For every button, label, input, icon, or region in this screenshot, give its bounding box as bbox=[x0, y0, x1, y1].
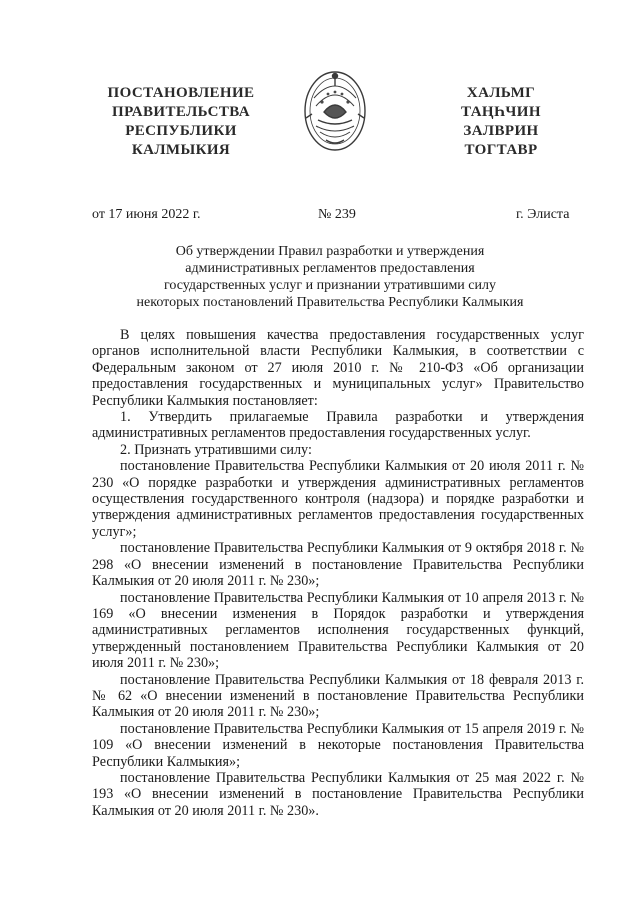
body-paragraph-item-1: 1. Утвердить прилагаемые Правила разработки и утверждения административных регламентов предоставления государственных услуг. bbox=[92, 409, 584, 442]
body-paragraph-repealed: постановление Правительства Республики Калмыкия от 20 июля 2011 г. № 230 «О порядке разработки и утверждения административных регламентов осуществления государственного контроля (надзора) и порядке разработки и утверждения административных регламентов предоставления государственных услуг»; bbox=[92, 458, 584, 540]
header-left-line: КАЛМЫКИЯ bbox=[131, 142, 231, 158]
header-left-line: ПОСТАНОВЛЕНИЕ bbox=[107, 85, 255, 101]
body-paragraph-repealed: постановление Правительства Республики Калмыкия от 25 мая 2022 г. № 193 «О внесении изменений в постановление Правительства Республики Калмыкия от 20 июля 2011 г. № 230». bbox=[92, 769, 584, 819]
body-paragraph-item-2: 2. Признать утратившими силу: bbox=[120, 441, 312, 458]
header-right-kalmyk bbox=[442, 84, 560, 160]
body-paragraph-repealed: постановление Правительства Республики Калмыкия от 10 апреля 2013 г. № 169 «О внесении изменения в Порядок разработки и утверждения административных регламентов исполнения государственных функций, утвержденный постановлением Правительства Республики Калмыкия от 20 июля 2011 г. № 230»; bbox=[92, 589, 584, 672]
body-paragraph-repealed: постановление Правительства Республики Калмыкия от 15 апреля 2019 г. № 109 «О внесении изменений в некоторые постановления Правительства Республики Калмыкия»; bbox=[92, 720, 584, 770]
header-right-line: ЗАЛВРИН bbox=[463, 123, 539, 139]
title-line: административных регламентов предоставления bbox=[185, 261, 475, 276]
decree-number: № 239 bbox=[318, 207, 356, 222]
header-left-line: РЕСПУБЛИКИ bbox=[125, 123, 237, 139]
decree-city: г. Элиста bbox=[516, 207, 570, 222]
decree-title bbox=[100, 243, 560, 311]
kalmykia-coat-of-arms-icon bbox=[302, 68, 368, 154]
header-right-line: ТАҢҺЧИН bbox=[461, 104, 541, 120]
header-left-russian bbox=[96, 84, 266, 160]
body-paragraph-repealed: постановление Правительства Республики Калмыкия от 9 октября 2018 г. № 298 «О внесении изменений в постановление Правительства Республики Калмыкия от 20 июля 2011 г. № 230»; bbox=[92, 540, 584, 590]
header-left-line: ПРАВИТЕЛЬСТВА bbox=[112, 104, 250, 120]
title-line: некоторых постановлений Правительства Республики Калмыкия bbox=[136, 295, 524, 310]
decree-body bbox=[92, 327, 584, 819]
header-right-line: ХАЛЬМГ bbox=[466, 85, 536, 101]
body-paragraph-preamble: В целях повышения качества предоставления государственных услуг органов исполнительной власти Республики Калмыкия, в соответствии с Федеральным законом от 27 июля 2010 г. № 210-ФЗ «Об организации предоставления государственных и муниципальных услуг» Правительство Республики Калмыкия постановляет: bbox=[92, 327, 584, 409]
title-line: государственных услуг и признании утратившими силу bbox=[163, 278, 496, 293]
body-paragraph-repealed: постановление Правительства Республики Калмыкия от 18 февраля 2013 г. № 62 «О внесении изменений в постановление Правительства Республики Калмыкия от 20 июля 2011 г. № 230»; bbox=[92, 671, 584, 721]
header-right-line: ТОГТАВР bbox=[464, 142, 538, 158]
decree-date: от 17 июня 2022 г. bbox=[92, 207, 201, 222]
title-line: Об утверждении Правил разработки и утверждения bbox=[175, 244, 485, 259]
